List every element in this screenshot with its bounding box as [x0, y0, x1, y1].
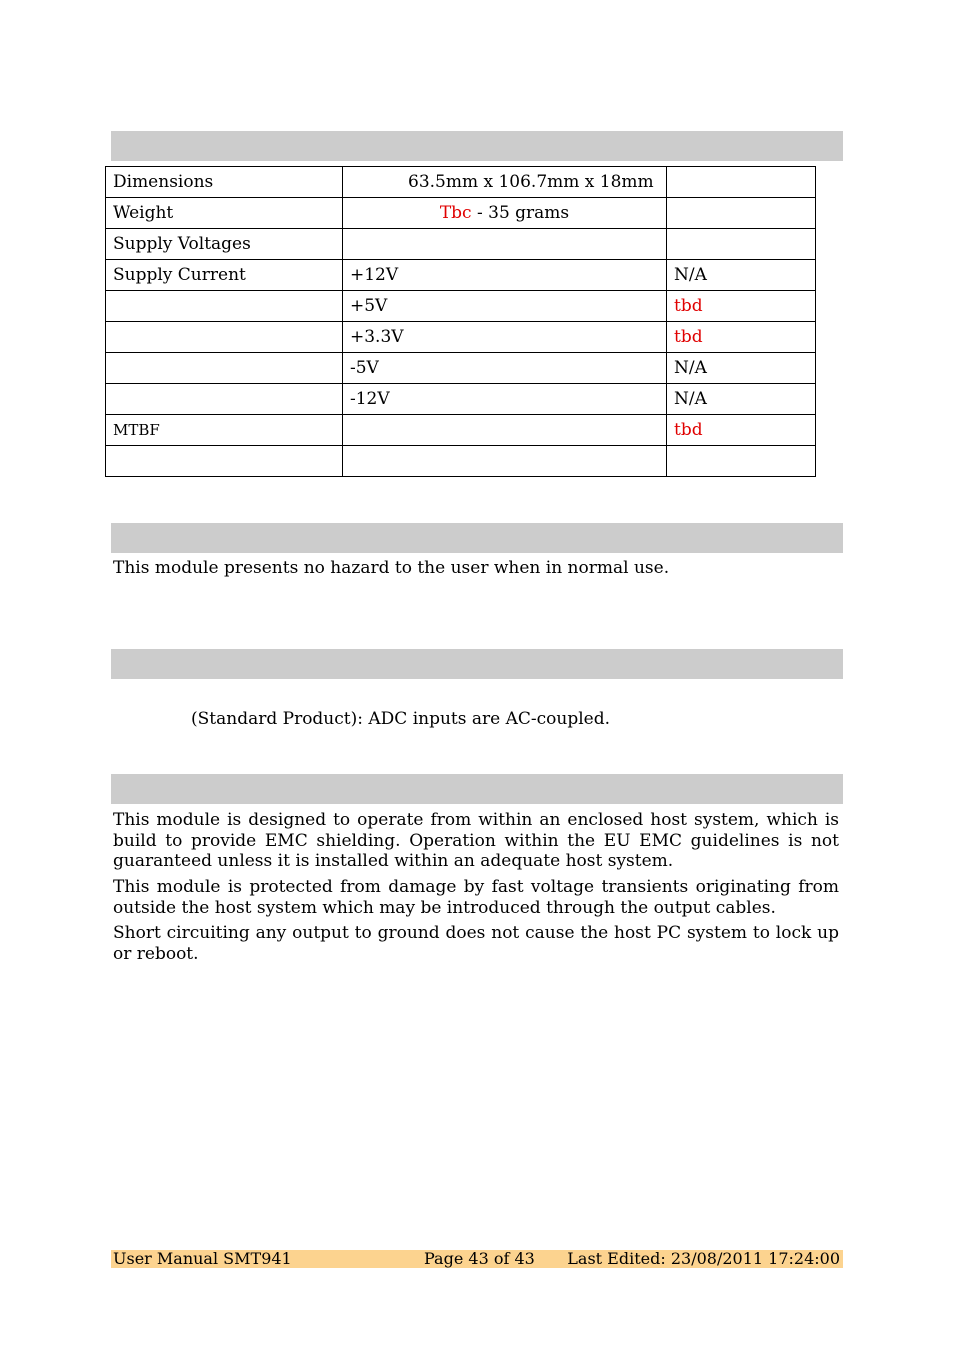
table-row — [106, 384, 816, 415]
table-cell: tbd — [667, 415, 816, 446]
weight-tbc-label: Tbc — [439, 203, 472, 223]
table-cell — [667, 229, 816, 260]
table-cell: Weight — [106, 198, 343, 229]
table-cell: +3.3V — [343, 322, 667, 353]
weight-value: - 35 grams — [471, 203, 570, 223]
emc-paragraph: Short circuiting any output to ground does not cause the host PC system to lock up or reboot. — [113, 923, 839, 964]
footer-last-edited: Last Edited: 23/08/2011 17:24:00 — [567, 1249, 840, 1268]
table-cell: Supply Voltages — [106, 229, 343, 260]
table-row — [106, 322, 816, 353]
table-cell: Supply Current — [106, 260, 343, 291]
table-cell: N/A — [667, 260, 816, 291]
section-heading-bar-safety — [111, 523, 843, 553]
table-cell — [343, 198, 667, 229]
table-cell: Dimensions — [106, 167, 343, 198]
specifications-table — [105, 166, 816, 477]
table-row — [106, 446, 816, 477]
table-row — [106, 167, 816, 198]
table-cell — [667, 446, 816, 477]
emc-paragraph: This module is designed to operate from within an enclosed host system, which is build to provide EMC shielding. Operation within the EU EMC guidelines is not guaranteed unless it is installed within an adequate host system. — [113, 810, 839, 871]
table-cell: -12V — [343, 384, 667, 415]
section-heading-bar-variants — [111, 649, 843, 679]
table-cell: +5V — [343, 291, 667, 322]
table-row — [106, 198, 816, 229]
table-cell: +12V — [343, 260, 667, 291]
table-cell — [106, 384, 343, 415]
table-cell: tbd — [667, 322, 816, 353]
table-row — [106, 353, 816, 384]
emc-paragraph: This module is protected from damage by fast voltage transients originating from outside the host system which may be introduced through the output cables. — [113, 877, 839, 918]
table-row — [106, 260, 816, 291]
table-cell: MTBF — [106, 415, 343, 446]
table-cell: N/A — [667, 353, 816, 384]
footer-page-number: Page 43 of 43 — [424, 1249, 535, 1268]
table-cell — [667, 198, 816, 229]
table-cell — [343, 229, 667, 260]
table-cell — [106, 446, 343, 477]
table-row — [106, 291, 816, 322]
footer-manual-title: User Manual SMT941 — [113, 1249, 292, 1268]
page-footer — [111, 1250, 843, 1268]
table-cell — [343, 415, 667, 446]
section-heading-bar-emc — [111, 774, 843, 804]
table-cell — [106, 291, 343, 322]
table-cell: tbd — [667, 291, 816, 322]
table-cell: -5V — [343, 353, 667, 384]
table-cell — [667, 167, 816, 198]
table-row — [106, 229, 816, 260]
table-row — [106, 415, 816, 446]
table-cell — [343, 446, 667, 477]
table-cell: 63.5mm x 106.7mm x 18mm — [343, 167, 667, 198]
table-cell — [106, 322, 343, 353]
section-heading-bar-specifications — [111, 131, 843, 161]
safety-text: This module presents no hazard to the user when in normal use. — [113, 558, 670, 578]
variants-text: (Standard Product): ADC inputs are AC-coupled. — [191, 709, 610, 729]
table-cell — [106, 353, 343, 384]
table-cell: N/A — [667, 384, 816, 415]
